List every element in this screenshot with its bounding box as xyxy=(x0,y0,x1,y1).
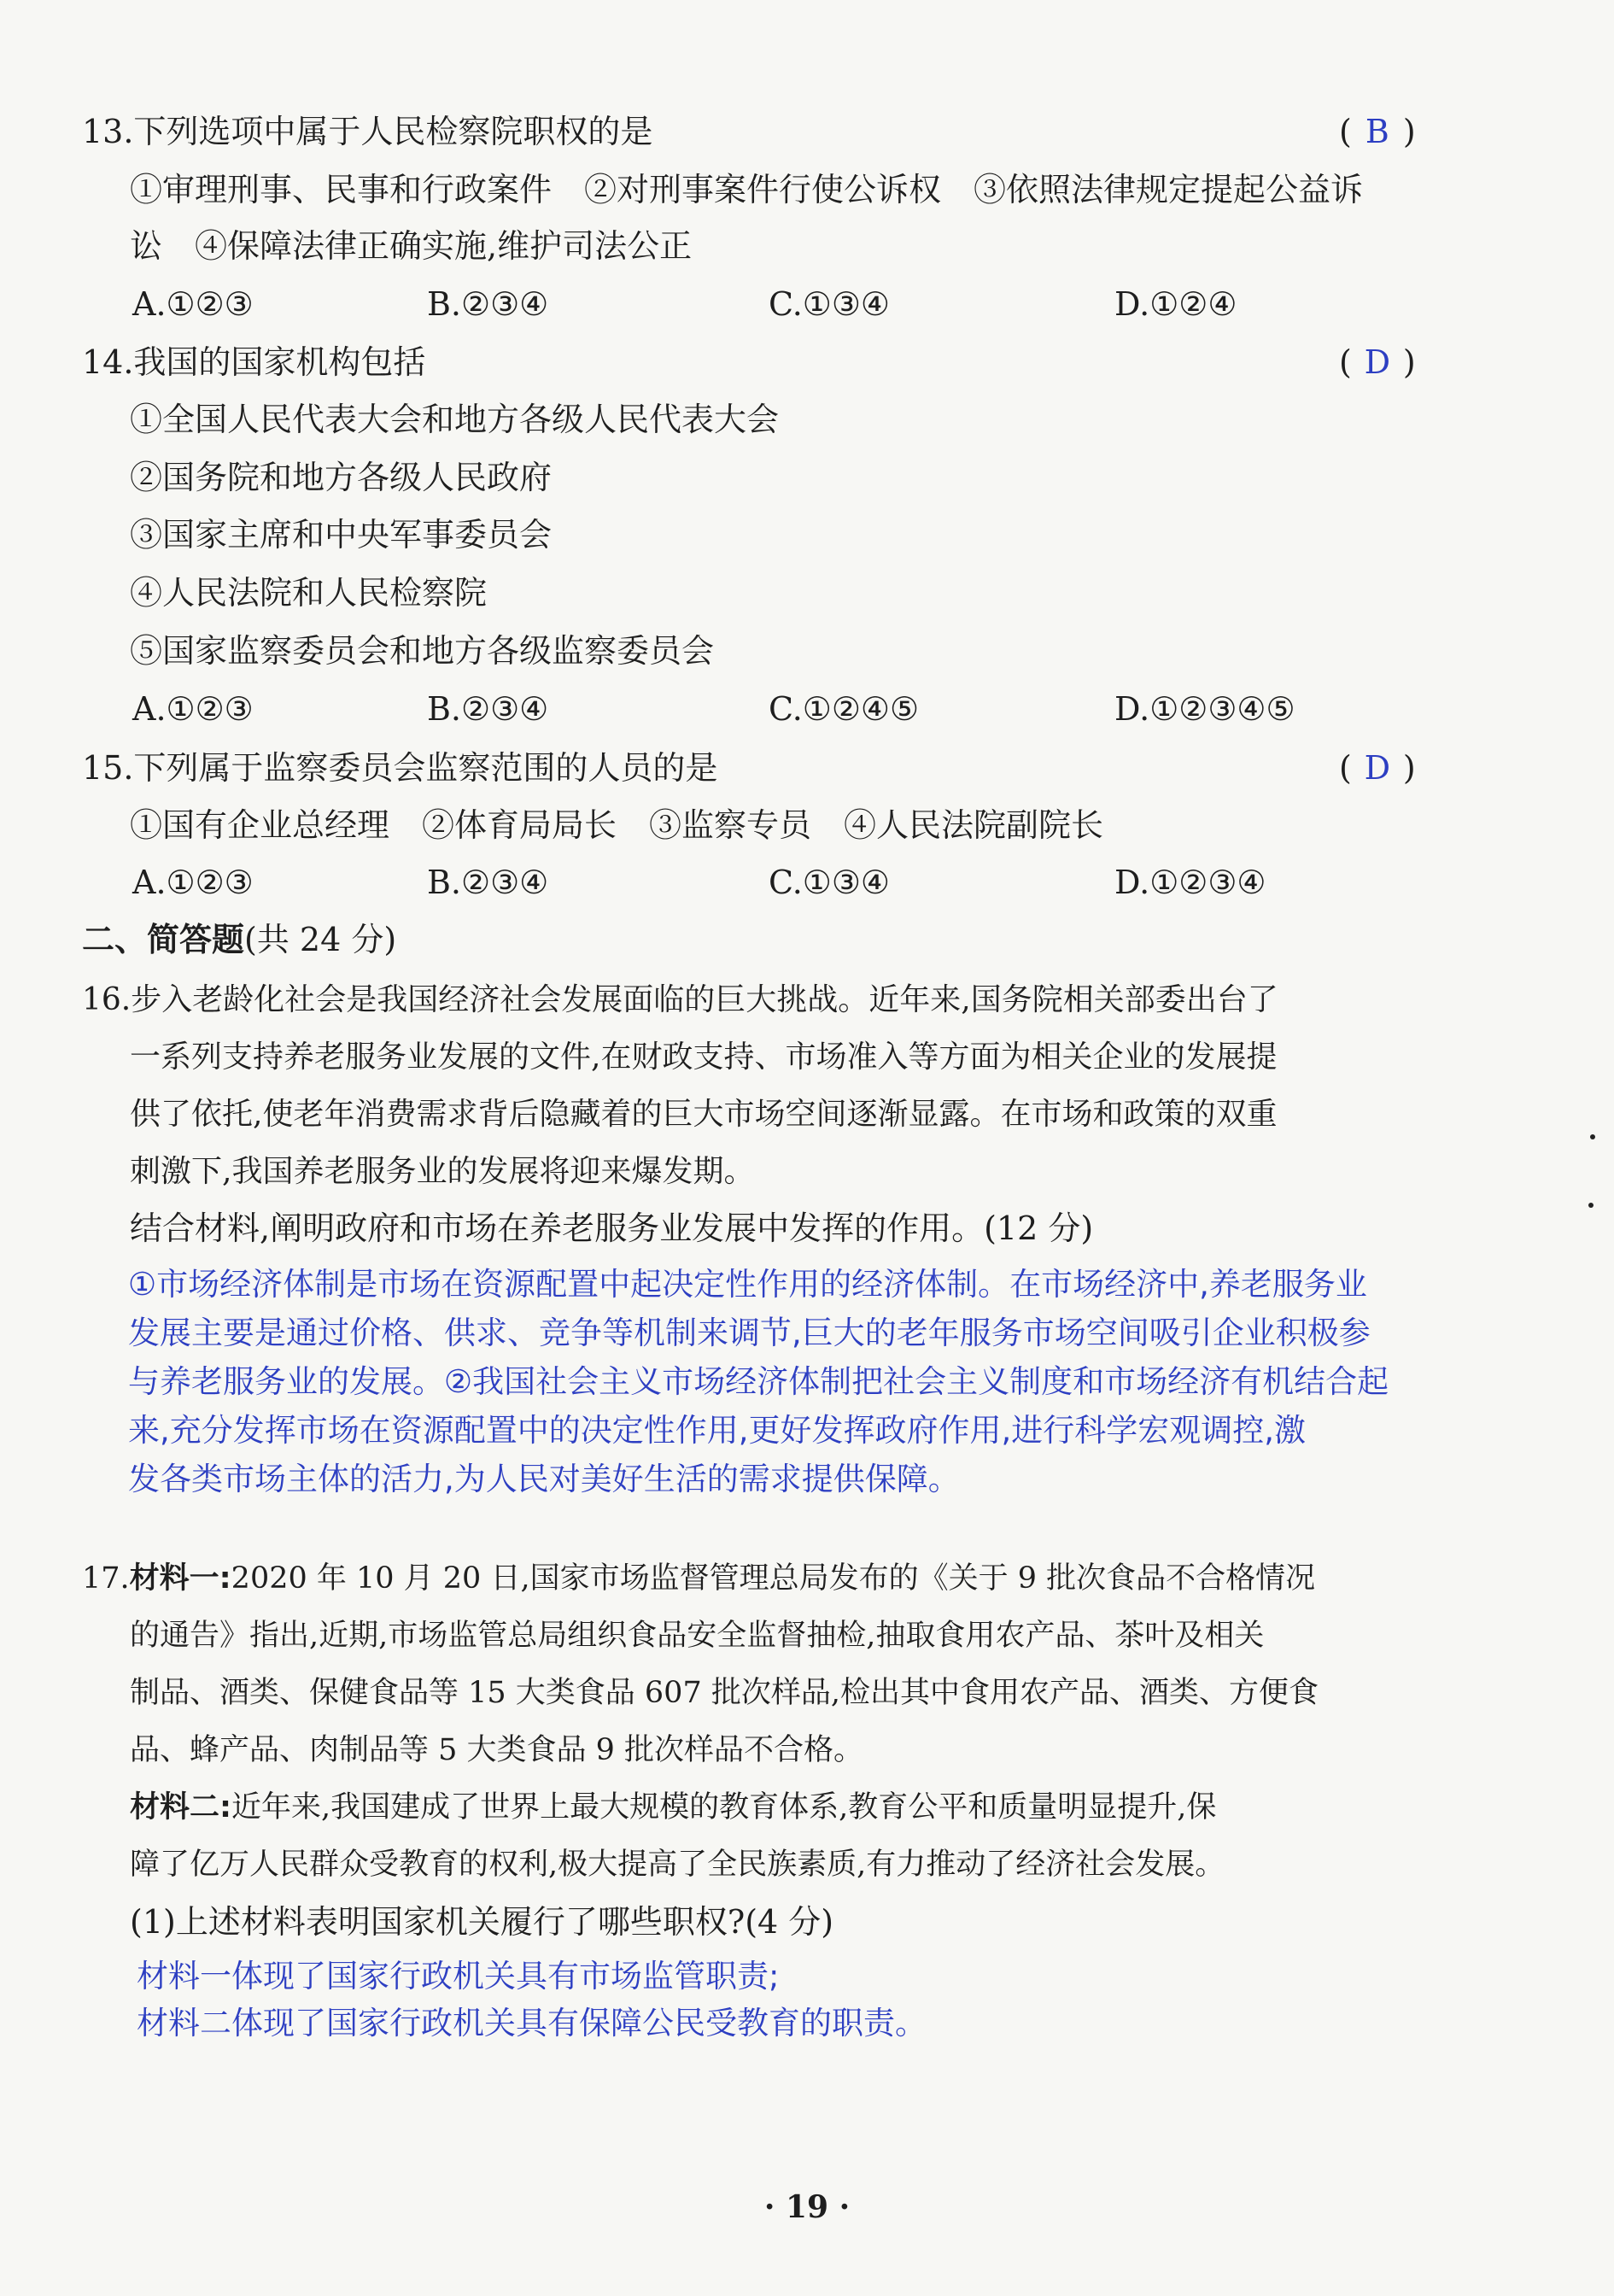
q14-option-d: D.①②③④⑤ xyxy=(1114,690,1295,728)
q15-option-c: C.①③④ xyxy=(769,864,890,901)
q16-answer-line-2: 发展主要是通过价格、供求、竞争等机制来调节,巨大的老年服务市场空间吸引企业积极参 xyxy=(128,1315,1371,1351)
section-heading xyxy=(82,919,396,960)
q14-item-2: ②国务院和地方各级人民政府 xyxy=(130,459,553,496)
q15-answer-mark xyxy=(1339,747,1416,788)
q14-answer-open: ( xyxy=(1339,343,1352,381)
q16-answer-line-3: 与养老服务业的发展。②我国社会主义市场经济体制把社会主义制度和市场经济有机结合起 xyxy=(128,1363,1389,1400)
q17-prompt-1: (1)上述材料表明国家机关履行了哪些职权?(4 分) xyxy=(130,1903,834,1941)
q17-material1-label: 材料一: xyxy=(129,1561,231,1596)
q14-item-4: ④人民法院和人民检察院 xyxy=(130,574,488,612)
scan-dot xyxy=(1588,1203,1594,1208)
q14-item-3: ③国家主席和中央军事委员会 xyxy=(130,516,553,554)
q17-material1-text: 2020 年 10 月 20 日,国家市场监督管理总局发布的《关于 9 批次食品不合格情况 xyxy=(231,1561,1316,1596)
q16-line-3: 供了依托,使老年消费需求背后隐藏着的巨大市场空间逐渐显露。在市场和政策的双重 xyxy=(130,1097,1278,1132)
section-score: (共 24 分) xyxy=(244,921,397,958)
q17-material2-label: 材料二: xyxy=(130,1790,231,1824)
q17-material2-text: 近年来,我国建成了世界上最大规模的教育体系,教育公平和质量明显提升,保 xyxy=(231,1790,1217,1824)
q17-answer-line-1: 材料一体现了国家行政机关具有市场监管职责; xyxy=(137,1958,780,1994)
q17-number: 17. xyxy=(82,1561,130,1596)
q16-answer-line-5: 发各类市场主体的活力,为人民对美好生活的需求提供保障。 xyxy=(128,1461,960,1497)
q15-answer: D xyxy=(1364,749,1391,787)
q17-material2-line-2: 障了亿万人民群众受教育的权利,极大提高了全民族素质,有力推动了经济社会发展。 xyxy=(130,1848,1225,1882)
q14-answer-mark xyxy=(1339,342,1416,383)
scan-dot xyxy=(1590,1134,1595,1139)
q13-items-line2: 讼 ④保障法律正确实施,维护司法公正 xyxy=(130,227,693,265)
q14-option-a: A.①②③ xyxy=(132,690,254,728)
q13-option-c: C.①③④ xyxy=(769,285,890,323)
q13-answer-mark xyxy=(1339,111,1416,152)
q13-answer-close: ) xyxy=(1402,113,1416,150)
q16-answer-line-1: ①市场经济体制是市场在资源配置中起决定性作用的经济体制。在市场经济中,养老服务业 xyxy=(128,1266,1367,1303)
q14-option-c: C.①②④⑤ xyxy=(769,690,920,728)
q14-item-1: ①全国人民代表大会和地方各级人民代表大会 xyxy=(130,401,780,438)
section-title: 二、简答题 xyxy=(82,921,245,958)
q14-answer-close: ) xyxy=(1402,343,1416,381)
q17-material1-line-4: 品、蜂产品、肉制品等 5 大类食品 9 批次样品不合格。 xyxy=(130,1733,864,1767)
q17-material1-line-1 xyxy=(82,1558,1315,1599)
q15-items-line1: ①国有企业总经理 ②体育局局长 ③监察专员 ④人民法院副院长 xyxy=(130,806,1104,844)
q13-option-a: A.①②③ xyxy=(132,285,254,323)
q15-answer-open: ( xyxy=(1339,749,1352,787)
q14-stem: 14.我国的国家机构包括 xyxy=(82,343,426,381)
q16-answer-line-4: 来,充分发挥市场在资源配置中的决定性作用,更好发挥政府作用,进行科学宏观调控,激 xyxy=(128,1412,1307,1449)
q14-item-5: ⑤国家监察委员会和地方各级监察委员会 xyxy=(130,632,715,670)
q15-stem: 15.下列属于监察委员会监察范围的人员的是 xyxy=(82,749,718,787)
q14-option-b: B.②③④ xyxy=(427,690,549,728)
q15-option-d: D.①②③④ xyxy=(1114,864,1266,901)
q15-option-a: A.①②③ xyxy=(132,864,254,901)
q13-option-b: B.②③④ xyxy=(427,285,549,323)
q13-answer-open: ( xyxy=(1339,113,1352,150)
q13-answer: B xyxy=(1365,113,1389,150)
q14-answer: D xyxy=(1364,343,1391,381)
q17-material1-line-2: 的通告》指出,近期,市场监管总局组织食品安全监督抽检,抽取食用农产品、茶叶及相关 xyxy=(130,1619,1265,1653)
q16-line-4: 刺激下,我国养老服务业的发展将迎来爆发期。 xyxy=(130,1154,755,1189)
page-number: · 19 · xyxy=(763,2189,851,2225)
q13-option-d: D.①②④ xyxy=(1114,285,1237,323)
q16-line-2: 一系列支持养老服务业发展的文件,在财政支持、市场准入等方面为相关企业的发展提 xyxy=(130,1040,1278,1075)
q16-prompt: 结合材料,阐明政府和市场在养老服务业发展中发挥的作用。(12 分) xyxy=(130,1210,1094,1247)
q17-answer-line-2: 材料二体现了国家行政机关具有保障公民受教育的职责。 xyxy=(137,2005,927,2041)
q13-stem: 13.下列选项中属于人民检察院职权的是 xyxy=(82,113,653,150)
q17-material1-line-3: 制品、酒类、保健食品等 15 大类食品 607 批次样品,检出其中食用农产品、酒类、方便食 xyxy=(130,1676,1319,1710)
q13-items-line1: ①审理刑事、民事和行政案件 ②对刑事案件行使公诉权 ③依照法律规定提起公益诉 xyxy=(130,171,1364,208)
q15-option-b: B.②③④ xyxy=(427,864,549,901)
q16-line-1: 16.步入老龄化社会是我国经济社会发展面临的巨大挑战。近年来,国务院相关部委出台了 xyxy=(82,982,1278,1017)
q17-material2-line-1 xyxy=(130,1787,1216,1828)
q15-answer-close: ) xyxy=(1402,749,1416,787)
